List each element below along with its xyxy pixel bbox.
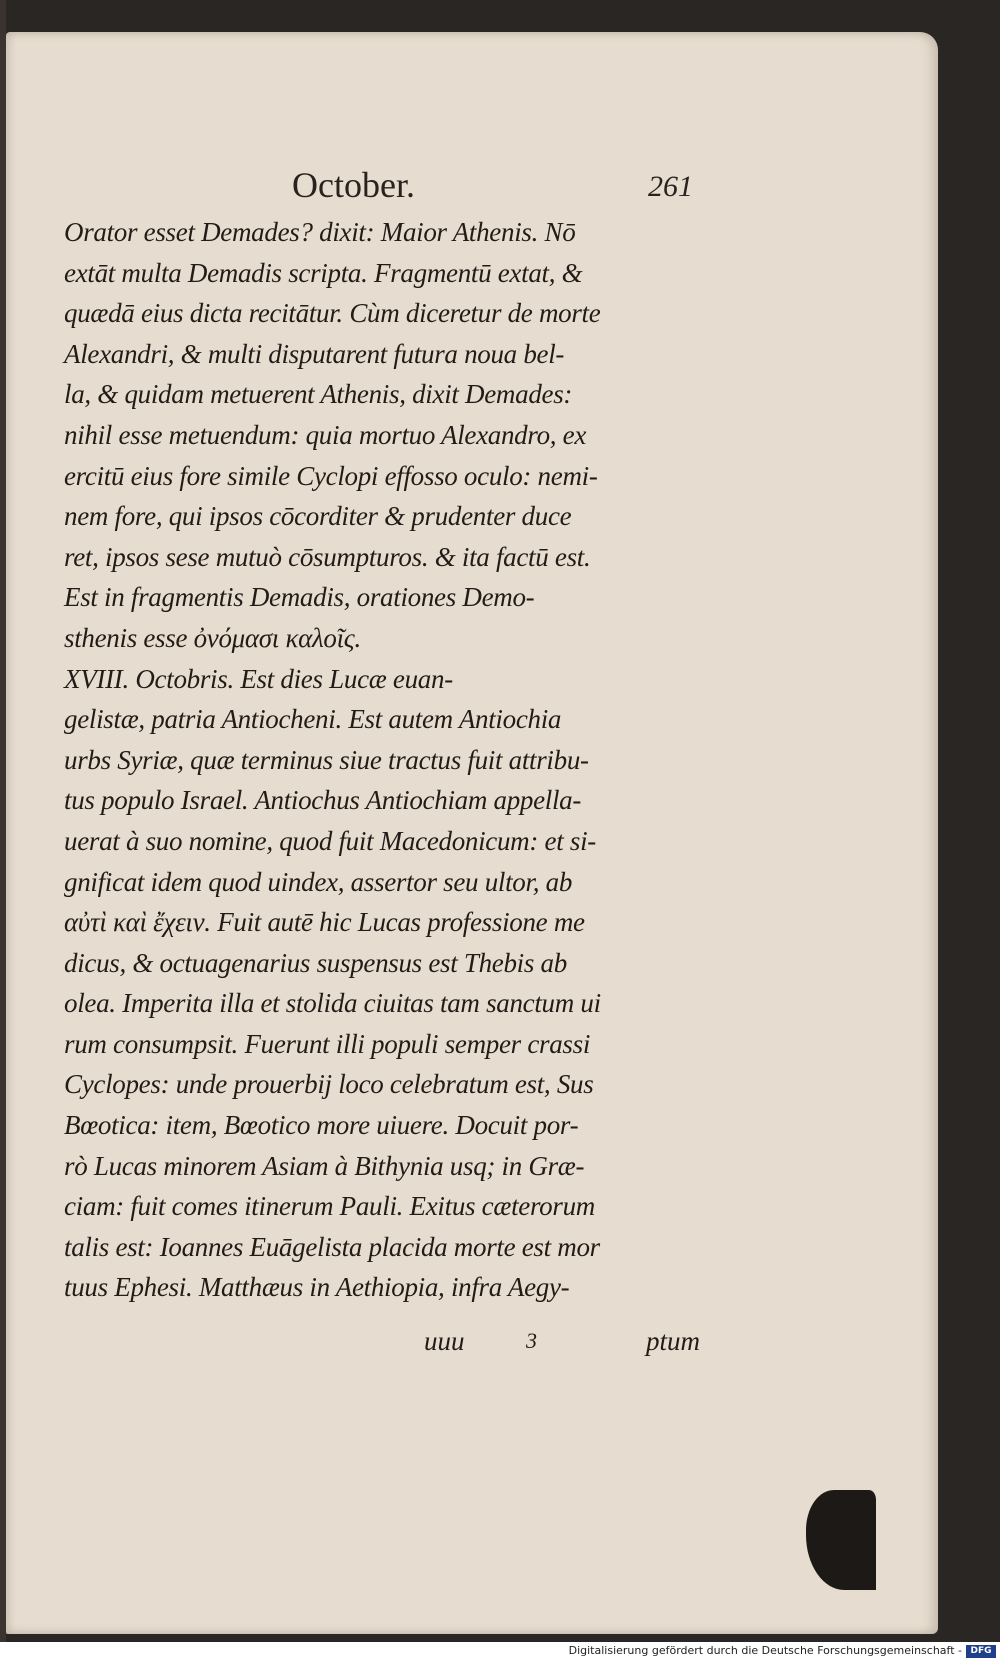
text-line: la, & quidam metuerent Athenis, dixit Demades: [64, 379, 573, 410]
text-line: Cyclopes: unde prouerbij loco celebratum est, Sus [64, 1069, 594, 1100]
body-text [64, 212, 724, 1308]
text-line: rò Lucas minorem Asiam à Bithynia usq; in Græ- [64, 1150, 585, 1181]
text-line: ercitū eius fore simile Cyclopi effosso oculo: nemi- [64, 460, 598, 491]
page-header [6, 164, 938, 214]
text-line: dicus, & octuagenarius suspensus est Thebis ab [64, 947, 567, 978]
book-page [6, 32, 938, 1634]
catchword: ptum [646, 1326, 700, 1356]
signature-mark: uuu [424, 1326, 465, 1356]
text-line: tus populo Israel. Antiochus Antiochiam appella- [64, 785, 582, 816]
text-line: tuus Ephesi. Matthæus in Aethiopia, infra Aegy- [64, 1272, 570, 1303]
digitization-footer [0, 1642, 1000, 1662]
text-line: talis est: Ioannes Euāgelista placida morte est mor [64, 1231, 600, 1262]
text-line: ret, ipsos sese mutuò cōsumpturos. & ita factū est. [64, 541, 591, 572]
text-line: Bœotica: item, Bœotico more uiuere. Docuit por- [64, 1110, 579, 1141]
text-line: gelistæ, patria Antiocheni. Est autem Antiochia [64, 704, 562, 735]
funding-credit: Digitalisierung gefördert durch die Deutsche Forschungsgemeinschaft - [568, 1644, 962, 1657]
text-line: Est in fragmentis Demadis, orationes Demo- [64, 582, 535, 613]
text-line: Alexandri, & multi disputarent futura noua bel- [64, 338, 565, 369]
text-line: nihil esse metuendum: quia mortuo Alexandro, ex [64, 419, 587, 450]
text-line: ciam: fuit comes itinerum Pauli. Exitus cæterorum [64, 1191, 595, 1222]
text-line: gnificat idem quod uindex, assertor seu ultor, ab [64, 866, 573, 897]
dfg-logo: DFG [966, 1645, 996, 1658]
text-line: nem fore, qui ipsos cōcorditer & prudenter duce [64, 501, 572, 532]
text-line: urbs Syriæ, quæ terminus siue tractus fuit attribu- [64, 744, 589, 775]
text-line: extāt multa Demadis scripta. Fragmentū extat, & [64, 257, 583, 288]
text-line: olea. Imperita illa et stolida ciuitas tam sanctum ui [64, 988, 601, 1019]
running-title: October. [292, 165, 415, 205]
text-line: XVIII. Octobris. Est dies Lucæ euan- [64, 663, 453, 694]
page-damage [806, 1490, 876, 1590]
page-foot-line [6, 1326, 938, 1366]
text-line: sthenis esse ὀνόμασι καλοῖς. [64, 622, 361, 653]
text-line: uerat à suo nomine, quod fuit Macedonicum: et si- [64, 825, 596, 856]
page-number: 261 [648, 170, 693, 203]
text-line: Orator esset Demades? dixit: Maior Athenis. Nō [64, 217, 576, 247]
signature-number: 3 [526, 1328, 537, 1353]
text-line: quædā eius dicta recitātur. Cùm diceretur de morte [64, 298, 601, 329]
text-line: αὐτὶ καὶ ἔχειν. Fuit autē hic Lucas professione me [64, 907, 585, 938]
text-line: rum consumpsit. Fuerunt illi populi semper crassi [64, 1028, 591, 1059]
